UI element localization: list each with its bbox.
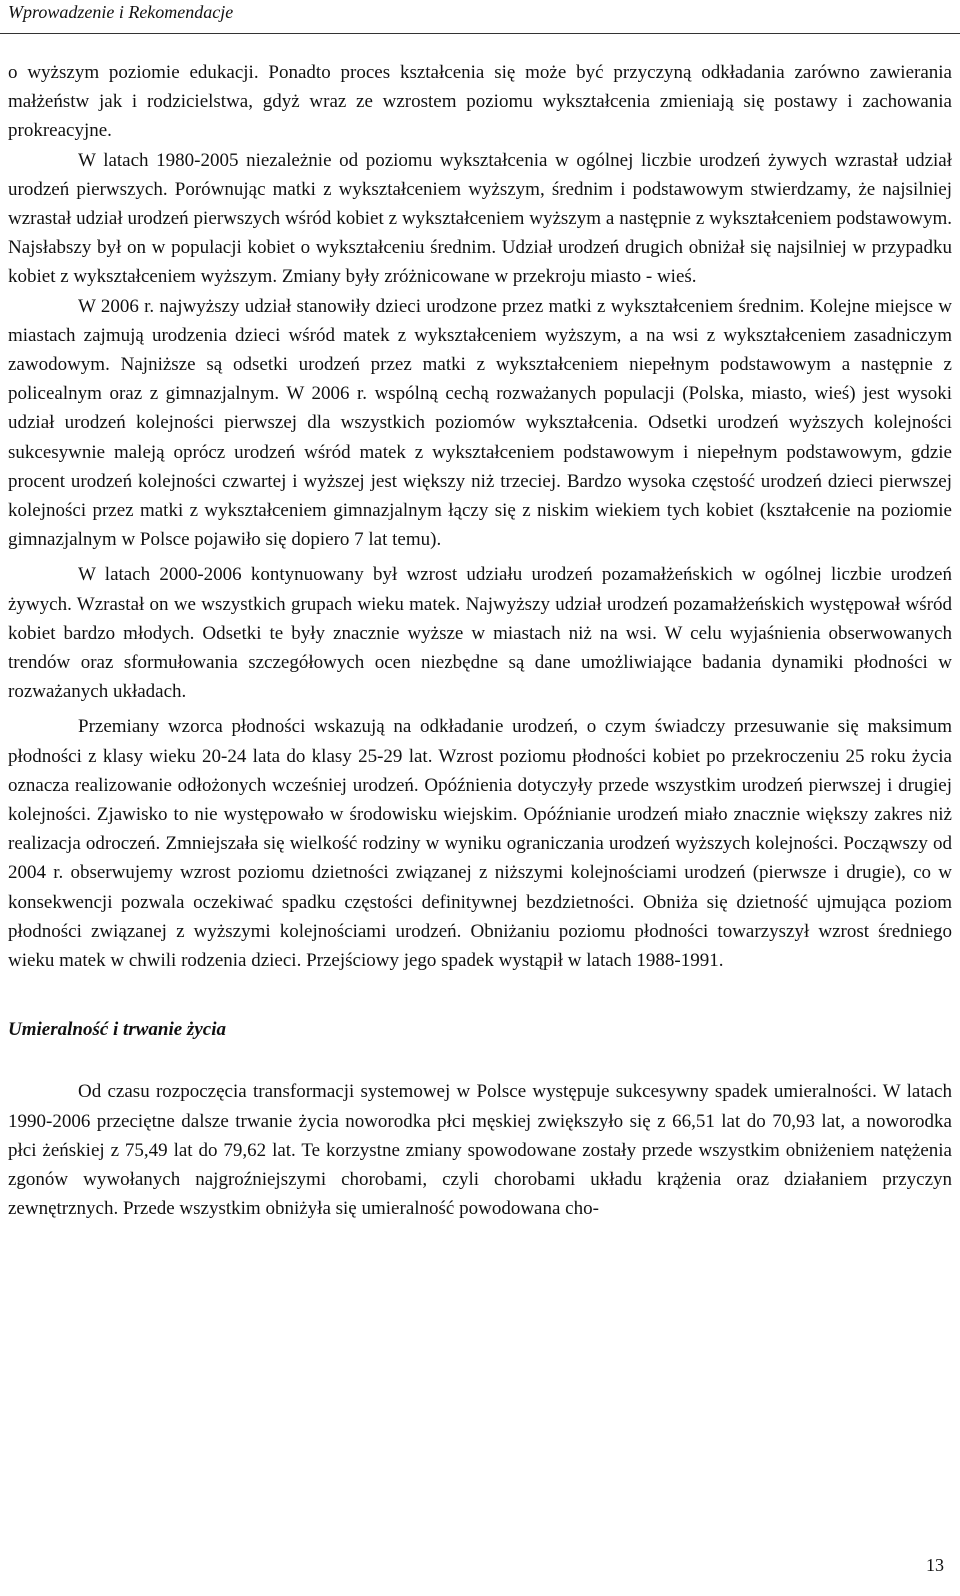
paragraph-nonmarital-births: W latach 2000-2006 kontynuowany był wzrost udziału urodzeń pozamałżeńskich w ogólnej liczbie urodzeń żywych. Wzrastał on we wszystkich grupach wieku matek. Najwyższy udział urodzeń pozamałżeńskich występował wśród kobiet bardzo młodych. Odsetki te były znacznie wyższe w miastach niż na wsi. W celu wyjaśnienia obserwowanych trendów oraz sformułowania szczegółowych ocen niezbędne są dane umożliwiające badania dynamiki płodności w rozważanych układach. xyxy=(8,564,952,703)
paragraph-2006-births: W 2006 r. najwyższy udział stanowiły dzieci urodzone przez matki z wykształceniem średnim. Kolejne miejsce w miastach zajmują urodzenia dzieci wśród matek z wykształceniem wyższym, a na wsi z wykształceniem zasadniczym zawodowym. Najniższe są odsetki urodzeń przez matki z wykształceniem niepełnym podstawowym a następnie z policealnym oraz z gimnazjalnym. W 2006 r. wspólną cechą rozważanych populacji (Polska, miasto, wieś) jest wysoki udział urodzeń kolejności pierwszej dla wszystkich poziomów wykształcenia. Odsetki urodzeń wyższych kolejności sukcesywnie maleją oprócz urodzeń wśród matek z wykształceniem podstawowym i niepełnym podstawowym, gdzie procent urodzeń kolejności czwartej i wyższej jest większy niż trzeciej. Bardzo wysoka częstość urodzeń dzieci pierwszej kolejności przez matki z wykształceniem gimnazjalnym łączy się z niskim wiekiem tych kobiet (kształcenie na poziomie gimnazjalnym w Polsce pojawiło się dopiero 7 lat temu). xyxy=(8,295,952,551)
section-heading-mortality: Umieralność i trwanie życia xyxy=(8,1019,226,1041)
paragraph-mortality: Od czasu rozpoczęcia transformacji systemowej w Polsce występuje sukcesywny spadek umieralności. W latach 1990-2006 przeciętne dalsze trwanie życia noworodka płci męskiej zwiększyło się z 66,51 lat do 70,93 lat, a noworodka płci żeńskiej z 75,49 lat do 79,62 lat. Te korzystne zmiany spowodowane zostały przede wszystkim obniżeniem natężenia zgonów wywołanych najgroźniejszymi chorobami, czyli chorobami układu krążenia oraz działaniem przyczyn zewnętrznych. Przede wszystkim obniżyła się umieralność powodowana cho- xyxy=(8,1081,952,1220)
page-body xyxy=(8,58,952,1223)
header-title: Wprowadzenie i Rekomendacje xyxy=(8,2,234,22)
paragraph-birth-order-trends: W latach 1980-2005 niezależnie od poziomu wykształcenia w ogólnej liczbie urodzeń żywych wzrastał udział urodzeń pierwszych. Porównując matki z wykształceniem wyższym, średnim i podstawowym stwierdzamy, że najsilniej wzrastał udział urodzeń pierwszych wśród kobiet z wykształceniem wyższym a następnie z wykształceniem podstawowym. Najsłabszy był on w populacji kobiet o wykształceniu średnim. Udział urodzeń drugich obniżał się najsilniej w przypadku kobiet z wykształceniem wyższym. Zmiany były zróżnicowane w przekroju miasto - wieś. xyxy=(8,149,952,288)
paragraph-continuation: o wyższym poziomie edukacji. Ponadto proces kształcenia się może być przyczyną odkładania zarówno zawierania małżeństw jak i rodzicielstwa, gdyż wraz ze wzrostem poziomu wykształcenia zmieniają się postawy i zachowania prokreacyjne. xyxy=(8,62,952,142)
page-number: 13 xyxy=(926,1555,944,1575)
running-header xyxy=(0,0,960,34)
paragraph-fertility-pattern: Przemiany wzorca płodności wskazują na odkładanie urodzeń, o czym świadczy przesuwanie się maksimum płodności z klasy wieku 20-24 lata do klasy 25-29 lat. Wzrost poziomu płodności kobiet po przekroczeniu 25 roku życia oznacza realizowanie odłożonych wcześniej urodzeń. Opóźnienia dotyczyły przede wszystkim urodzeń pierwszej i drugiej kolejności. Zjawisko to nie występowało w środowisku wiejskim. Opóźnianie urodzeń miało znacznie większy zakres niż realizacja odroczeń. Zmniejszała się wielkość rodziny w wyniku ograniczania urodzeń wyższych kolejności. Począwszy od 2004 r. obserwujemy wzrost poziomu dzietności związanej z niższymi kolejnościami urodzeń (pierwsze i drugie), co w konsekwencji pozwala oczekiwać spadku częstości definitywnej bezdzietności. Obniża się dzietność ujmująca poziom płodności związanej z wyższymi kolejnościami urodzeń. Obniżaniu poziomu płodności towarzyszył wzrost średniego wieku matek w chwili rodzenia dzieci. Przejściowy jego spadek wystąpił w latach 1988-1991. xyxy=(8,716,952,972)
